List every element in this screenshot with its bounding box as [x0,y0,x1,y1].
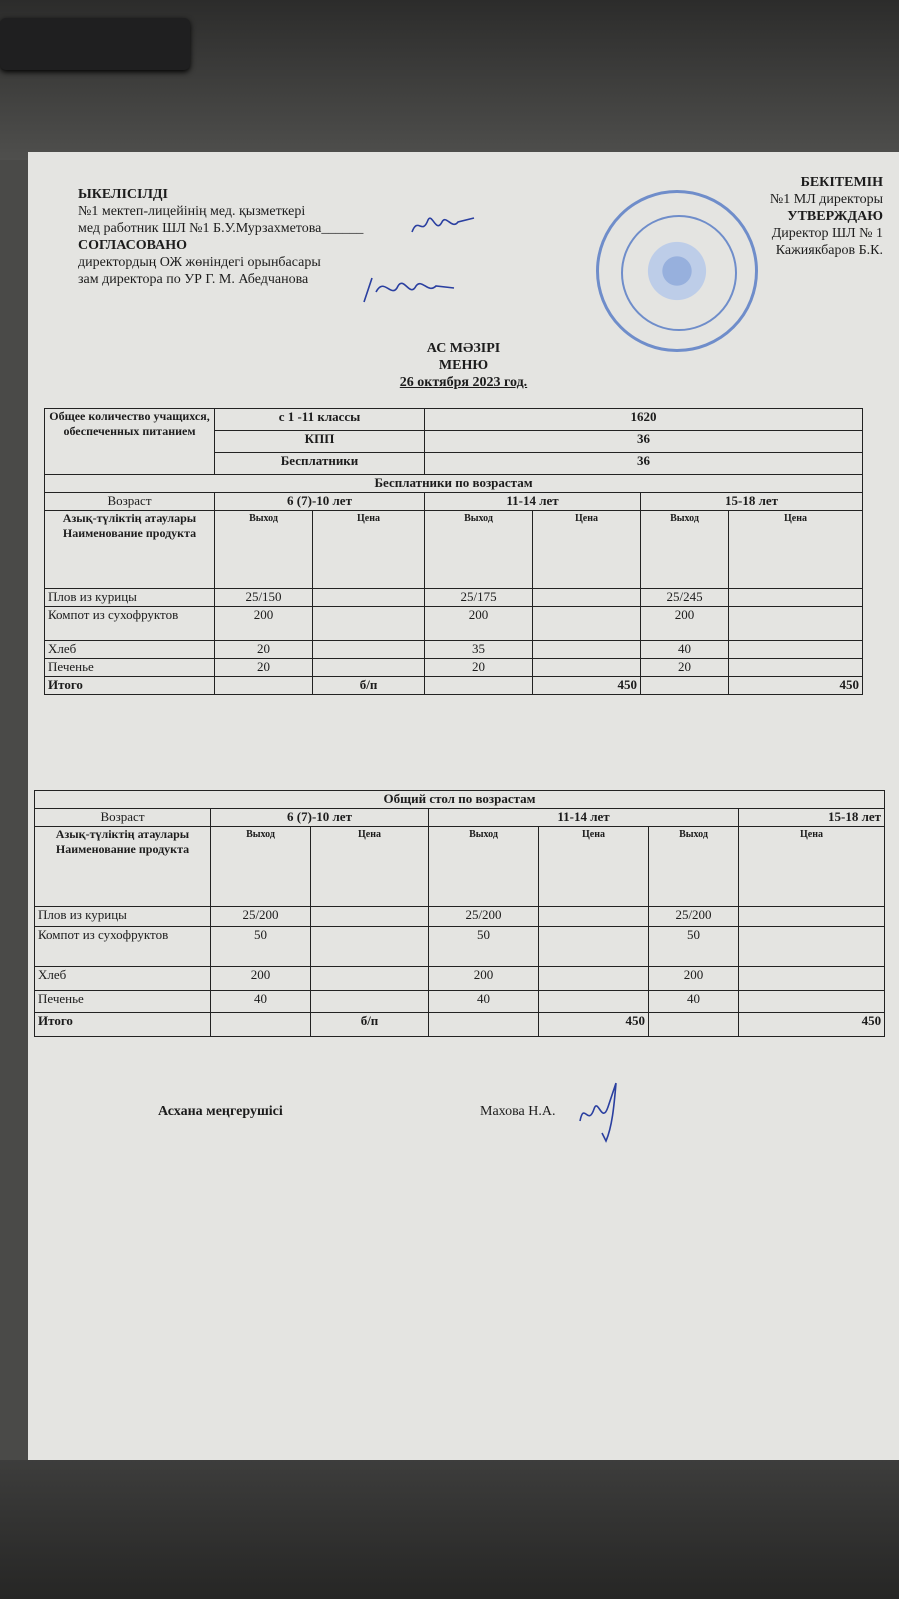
sub-header: Выход [215,511,313,589]
total-row [35,1013,885,1037]
portion-value: 200 [429,967,539,991]
table-row [45,659,863,677]
age-group: 6 (7)-10 лет [211,809,429,827]
sub-header: Выход [425,511,533,589]
total-price: б/п [311,1013,429,1037]
approval-right [668,174,883,259]
portion-value: 40 [429,991,539,1013]
sub-header: Выход [641,511,729,589]
approval-left [78,186,363,288]
sub-header: Выход [211,827,311,907]
age-group: 15-18 лет [739,809,885,827]
age-group: 6 (7)-10 лет [215,493,425,511]
product-name: Плов из курицы [45,589,215,607]
med-worker-kz: №1 мектеп-лицейінің мед. қызметкері [78,204,306,219]
summary-row-name: КПП [215,431,425,453]
background-bottom [0,1460,899,1599]
product-name: Плов из курицы [35,907,211,927]
age-group: 11-14 лет [425,493,641,511]
product-name: Хлеб [35,967,211,991]
phone-device [0,18,190,70]
total-price: б/п [313,677,425,695]
portion-value: 50 [429,927,539,967]
age-group: 15-18 лет [641,493,863,511]
portion-value: 50 [211,927,311,967]
signature-deputy [358,272,458,308]
total-price: 450 [533,677,641,695]
portion-value: 200 [215,607,313,641]
age-label: Возраст [35,809,211,827]
portion-value: 40 [649,991,739,1013]
signature-canteen [576,1077,632,1147]
director-name: Кажиякбаров Б.К. [775,243,883,258]
age-group: 11-14 лет [429,809,739,827]
portion-value: 25/200 [429,907,539,927]
total-label: Итого [45,677,215,695]
director-kz: №1 МЛ директоры [769,192,883,207]
portion-value: 40 [641,641,729,659]
menu-title-ru: МЕНЮ [438,358,489,373]
portion-value: 200 [649,967,739,991]
table-row [45,589,863,607]
document-page [28,152,899,1460]
agreed-ru: СОГЛАСОВАНО [78,238,187,253]
menu-date: 26 октября 2023 год. [399,375,528,390]
summary-row-name: Бесплатники [215,453,425,475]
table-row [35,927,885,967]
portion-value: 20 [215,641,313,659]
med-worker-ru: мед работник ШЛ №1 Б.У.Мурзахметова______ [78,221,364,236]
product-header: Азық-түліктің атаулары Наименование продукта [35,827,211,907]
product-header: Азық-түліктің атаулары Наименование продукта [45,511,215,589]
portion-value: 20 [425,659,533,677]
portion-value: 25/175 [425,589,533,607]
signature-medworker [408,210,478,240]
deputy-ru: зам директора по УР Г. М. Абедчанова [78,272,309,287]
section-title: Общий стол по возрастам [35,791,885,809]
table-row [45,607,863,641]
portion-value: 200 [425,607,533,641]
product-name: Компот из сухофруктов [35,927,211,967]
product-name: Печенье [35,991,211,1013]
portion-value: 50 [649,927,739,967]
agreed-kz: ЫКЕЛІСІЛДІ [78,187,169,202]
approve-kz: БЕКІТЕМІН [800,175,883,190]
students-total-label: Общее количество учащихся, обеспеченных питанием [45,409,215,475]
summary-row-name: с 1 -11 классы [215,409,425,431]
portion-value: 25/200 [211,907,311,927]
product-name: Компот из сухофруктов [45,607,215,641]
portion-value: 20 [641,659,729,677]
portion-value: 200 [211,967,311,991]
table-row [35,991,885,1013]
portion-value: 25/245 [641,589,729,607]
sub-header: Цена [539,827,649,907]
total-price: 450 [539,1013,649,1037]
deputy-kz: директордың ОЖ жөніндегі орынбасары [78,255,321,270]
summary-row-value: 36 [425,431,863,453]
summary-row-value: 1620 [425,409,863,431]
summary-row-value: 36 [425,453,863,475]
sub-header: Цена [313,511,425,589]
portion-value: 200 [641,607,729,641]
director-ru: Директор ШЛ № 1 [771,226,883,241]
sub-header: Цена [739,827,885,907]
general-table [34,790,885,1037]
portion-value: 35 [425,641,533,659]
total-price: 450 [739,1013,885,1037]
canteen-head-label: Асхана меңгерушісі [158,1104,283,1119]
total-price: 450 [729,677,863,695]
total-label: Итого [35,1013,211,1037]
table-row [45,641,863,659]
sub-header: Выход [649,827,739,907]
table-row [35,907,885,927]
sub-header: Выход [429,827,539,907]
sub-header: Цена [311,827,429,907]
portion-value: 25/150 [215,589,313,607]
section-title: Бесплатники по возрастам [45,475,863,493]
portion-value: 25/200 [649,907,739,927]
portion-value: 20 [215,659,313,677]
menu-title-kz: АС МӘЗІРІ [426,341,501,356]
age-label: Возраст [45,493,215,511]
total-row [45,677,863,695]
approve-ru: УТВЕРЖДАЮ [787,209,883,224]
table-row [35,967,885,991]
canteen-head-name: Махова Н.А. [480,1104,556,1119]
free-meals-table [44,408,863,695]
sub-header: Цена [533,511,641,589]
product-name: Печенье [45,659,215,677]
sub-header: Цена [729,511,863,589]
portion-value: 40 [211,991,311,1013]
product-name: Хлеб [45,641,215,659]
